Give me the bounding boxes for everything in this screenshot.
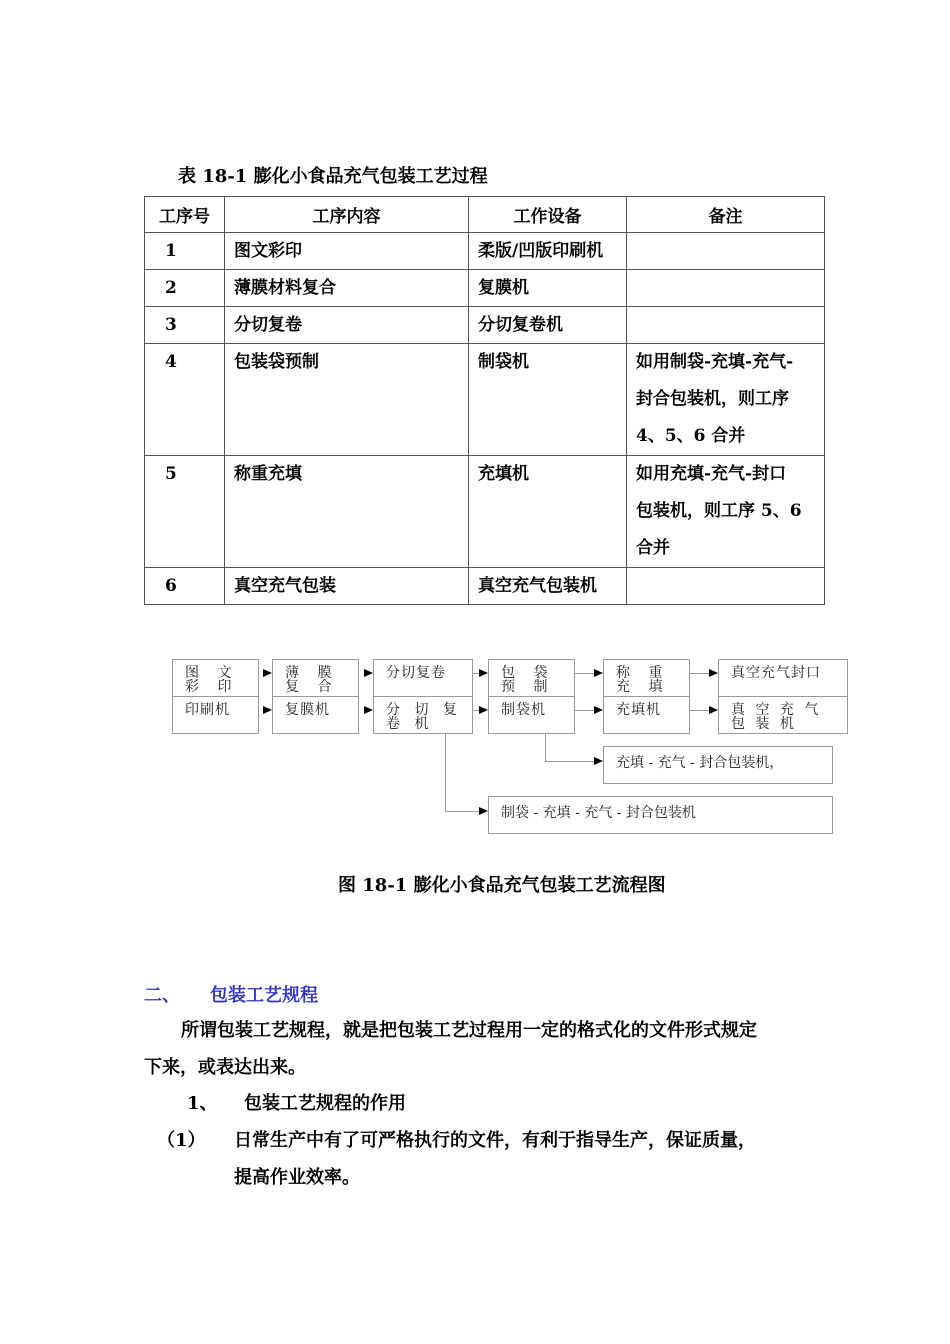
flow-connector (545, 761, 594, 762)
flow-machine-bag-maker: 制袋机 (488, 696, 575, 734)
flow-step-printing: 图 文 彩 印 (172, 659, 259, 697)
flow-connector (690, 673, 709, 674)
subsection-title: 包装工艺规程的作用 (244, 1093, 406, 1114)
cell-step-content: 称重充填 (225, 456, 469, 568)
cell-step-no: 5 (145, 456, 225, 568)
flow-arrow-icon (263, 706, 272, 714)
header-note: 备注 (627, 197, 825, 233)
cell-note (627, 233, 825, 270)
flow-arrow-icon (709, 669, 718, 677)
flow-arrow-icon (709, 706, 718, 714)
cell-note (627, 344, 825, 456)
cell-equipment: 柔版/凹版印刷机 (469, 233, 627, 270)
flow-step-laminating: 薄 膜 复 合 (272, 659, 359, 697)
cell-equipment: 充填机 (469, 456, 627, 568)
item-text-line: 提高作业效率。 (234, 1167, 360, 1188)
flow-connector (575, 673, 594, 674)
flow-arrow-icon (479, 807, 488, 815)
process-table (144, 196, 825, 605)
cell-step-no: 3 (145, 307, 225, 344)
cell-step-content: 真空充气包装 (225, 568, 469, 605)
flow-step-bag-making: 包 袋 预 制 (488, 659, 575, 697)
note-line: 合并 (636, 538, 670, 558)
cell-equipment: 制袋机 (469, 344, 627, 456)
cell-step-content: 包装袋预制 (225, 344, 469, 456)
flow-connector (690, 710, 709, 711)
cell-note (627, 270, 825, 307)
header-step-content: 工序内容 (225, 197, 469, 233)
cell-note (627, 568, 825, 605)
flow-arrow-icon (364, 669, 373, 677)
figure-caption: 图 18-1 膨化小食品充气包装工艺流程图 (338, 875, 666, 896)
table-row (145, 307, 825, 344)
cell-step-no: 6 (145, 568, 225, 605)
cell-step-no: 1 (145, 233, 225, 270)
table-row (145, 270, 825, 307)
note-line: 如用制袋-充填-充气- (636, 352, 794, 372)
header-step-no: 工序号 (145, 197, 225, 233)
header-equipment: 工作设备 (469, 197, 627, 233)
flow-machine-slitter: 分 切 复 卷 机 (373, 696, 473, 734)
flow-arrow-icon (479, 669, 488, 677)
flow-arrow-icon (594, 669, 603, 677)
flow-arrow-icon (594, 706, 603, 714)
flow-arrow-icon (364, 706, 373, 714)
flow-machine-laminator: 复膜机 (272, 696, 359, 734)
flow-connector (445, 734, 446, 811)
flow-machine-packer: 真 空 充 气 包 装 机 (718, 696, 848, 734)
table-row (145, 344, 825, 456)
flow-step-filling: 称 重 充 填 (603, 659, 690, 697)
section-heading (144, 981, 318, 1007)
cell-note (627, 307, 825, 344)
note-line: 封合包装机，则工序 (636, 389, 789, 409)
flow-alt-filling-machine: 充填 - 充气 - 封合包装机， (603, 746, 833, 784)
flow-connector (445, 811, 479, 812)
cell-step-content: 分切复卷 (225, 307, 469, 344)
cell-equipment: 复膜机 (469, 270, 627, 307)
item-text-line: 日常生产中有了可严格执行的文件，有利于指导生产，保证质量， (234, 1130, 756, 1151)
flow-machine-printer: 印刷机 (172, 696, 259, 734)
cell-equipment: 真空充气包装机 (469, 568, 627, 605)
flow-alt-bag-filling-machine: 制袋 - 充填 - 充气 - 封合包装机 (488, 796, 833, 834)
paragraph-line: 下来，或表达出来。 (144, 1057, 306, 1078)
section-number: 二、 (144, 985, 180, 1006)
table-row (145, 456, 825, 568)
cell-step-content: 图文彩印 (225, 233, 469, 270)
cell-step-no: 4 (145, 344, 225, 456)
cell-note (627, 456, 825, 568)
table-row (145, 568, 825, 605)
flow-step-sealing: 真空充气封口 (718, 659, 848, 697)
flow-connector (575, 710, 594, 711)
subsection-number: 1、 (187, 1093, 218, 1114)
item-number: （1） (157, 1130, 206, 1151)
flow-step-slitting: 分切复卷 (373, 659, 473, 697)
note-line: 包装机，则工序 5、6 (636, 501, 802, 521)
paragraph-line: 所谓包装工艺规程，就是把包装工艺过程用一定的格式化的文件形式规定 (181, 1020, 757, 1041)
flow-connector (545, 734, 546, 761)
cell-equipment: 分切复卷机 (469, 307, 627, 344)
note-line: 4、5、6 合并 (636, 426, 746, 446)
note-line: 如用充填-充气-封口 (636, 464, 787, 484)
flow-arrow-icon (263, 669, 272, 677)
table-caption: 表 18-1 膨化小食品充气包装工艺过程 (178, 166, 488, 187)
cell-step-no: 2 (145, 270, 225, 307)
flow-machine-filler: 充填机 (603, 696, 690, 734)
table-header-row (145, 197, 825, 233)
flow-arrow-icon (479, 706, 488, 714)
cell-step-content: 薄膜材料复合 (225, 270, 469, 307)
section-title: 包装工艺规程 (210, 985, 318, 1006)
table-row (145, 233, 825, 270)
flow-arrow-icon (594, 757, 603, 765)
